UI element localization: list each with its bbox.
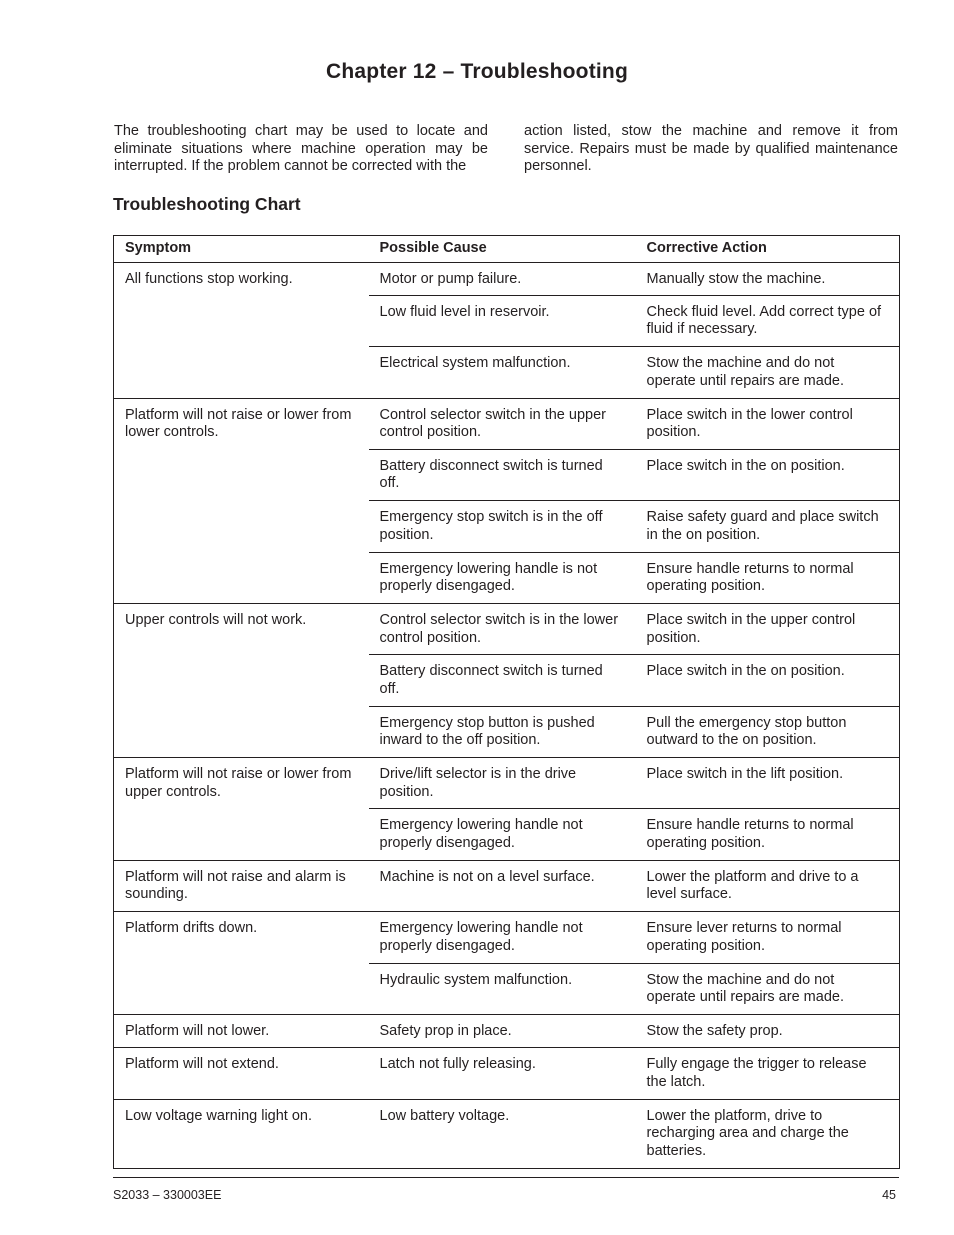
action-cell: Lower the platform and drive to a level surface.	[636, 860, 900, 911]
action-cell: Place switch in the upper control position.	[636, 604, 900, 655]
action-cell: Ensure handle returns to normal operating position.	[636, 809, 900, 860]
action-cell: Place switch in the lift position.	[636, 758, 900, 809]
symptom-cell: Platform will not raise and alarm is sounding.	[114, 860, 369, 911]
cause-cell: Emergency stop switch is in the off position.	[369, 501, 636, 552]
cause-cell: Machine is not on a level surface.	[369, 860, 636, 911]
action-cell: Stow the machine and do not operate until repairs are made.	[636, 963, 900, 1014]
table-row	[114, 398, 900, 449]
cause-cell: Emergency lowering handle is not properly disengaged.	[369, 552, 636, 603]
action-cell: Fully engage the trigger to release the latch.	[636, 1048, 900, 1099]
footer-rule	[113, 1177, 899, 1178]
cause-cell: Hydraulic system malfunction.	[369, 963, 636, 1014]
action-cell: Place switch in the lower control position.	[636, 398, 900, 449]
action-cell: Manually stow the machine.	[636, 262, 900, 295]
table-row	[114, 604, 900, 655]
cause-cell: Emergency lowering handle not properly disengaged.	[369, 809, 636, 860]
action-cell: Pull the emergency stop button outward to the on position.	[636, 706, 900, 757]
symptom-cell: Platform will not raise or lower from lower controls.	[114, 398, 369, 603]
cause-cell: Motor or pump failure.	[369, 262, 636, 295]
header-corrective-action: Corrective Action	[636, 236, 900, 263]
action-cell: Lower the platform, drive to recharging area and charge the batteries.	[636, 1099, 900, 1168]
cause-cell: Electrical system malfunction.	[369, 347, 636, 398]
action-cell: Place switch in the on position.	[636, 655, 900, 706]
action-cell: Ensure lever returns to normal operating position.	[636, 912, 900, 963]
header-possible-cause: Possible Cause	[369, 236, 636, 263]
table-row	[114, 912, 900, 963]
action-cell: Stow the safety prop.	[636, 1014, 900, 1047]
section-heading: Troubleshooting Chart	[113, 194, 301, 214]
troubleshooting-table	[113, 235, 900, 1169]
action-cell: Place switch in the on position.	[636, 449, 900, 500]
cause-cell: Battery disconnect switch is turned off.	[369, 655, 636, 706]
symptom-cell: Platform will not extend.	[114, 1048, 369, 1099]
cause-cell: Low fluid level in reservoir.	[369, 295, 636, 346]
table-row	[114, 860, 900, 911]
action-cell: Stow the machine and do not operate until repairs are made.	[636, 347, 900, 398]
cause-cell: Safety prop in place.	[369, 1014, 636, 1047]
cause-cell: Control selector switch is in the lower control position.	[369, 604, 636, 655]
table-row	[114, 1099, 900, 1168]
footer-page-number: 45	[882, 1188, 896, 1202]
cause-cell: Latch not fully releasing.	[369, 1048, 636, 1099]
symptom-cell: Upper controls will not work.	[114, 604, 369, 758]
intro-text	[114, 123, 898, 176]
symptom-cell: Low voltage warning light on.	[114, 1099, 369, 1168]
cause-cell: Low battery voltage.	[369, 1099, 636, 1168]
action-cell: Ensure handle returns to normal operating position.	[636, 552, 900, 603]
intro-column-1: The troubleshooting chart may be used to locate and eliminate situations where machine operation may be interrupted. If the problem cannot be corrected with the	[114, 123, 488, 174]
cause-cell: Emergency lowering handle not properly disengaged.	[369, 912, 636, 963]
table-row	[114, 1048, 900, 1099]
intro-column-2: action listed, stow the machine and remove it from service. Repairs must be made by qualified maintenance personnel.	[524, 123, 898, 174]
action-cell: Check fluid level. Add correct type of fluid if necessary.	[636, 295, 900, 346]
cause-cell: Battery disconnect switch is turned off.	[369, 449, 636, 500]
cause-cell: Emergency stop button is pushed inward to the off position.	[369, 706, 636, 757]
symptom-cell: All functions stop working.	[114, 262, 369, 398]
table-row	[114, 262, 900, 295]
symptom-cell: Platform will not raise or lower from upper controls.	[114, 758, 369, 861]
table-row	[114, 758, 900, 809]
table-row	[114, 1014, 900, 1047]
action-cell: Raise safety guard and place switch in the on position.	[636, 501, 900, 552]
table-body	[114, 262, 900, 1169]
header-symptom: Symptom	[114, 236, 369, 263]
cause-cell: Drive/lift selector is in the drive position.	[369, 758, 636, 809]
symptom-cell: Platform drifts down.	[114, 912, 369, 1015]
cause-cell: Control selector switch in the upper control position.	[369, 398, 636, 449]
table-header-row	[114, 236, 900, 263]
footer-doc-number: S2033 – 330003EE	[113, 1188, 222, 1202]
symptom-cell: Platform will not lower.	[114, 1014, 369, 1047]
chapter-title: Chapter 12 – Troubleshooting	[326, 60, 628, 83]
